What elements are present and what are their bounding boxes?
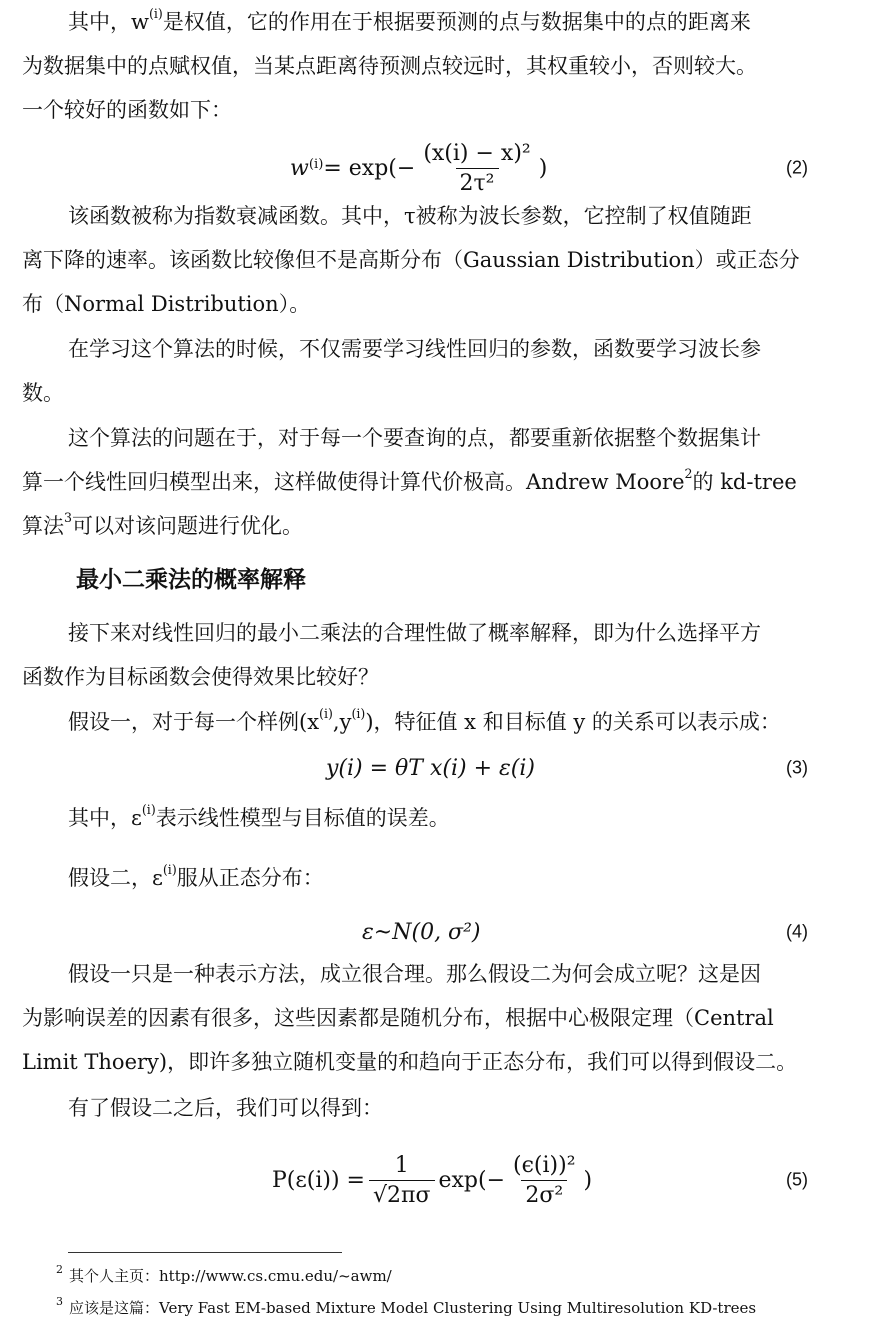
- paragraph-error-term: [22, 796, 822, 840]
- paragraph-derivation-intro: [22, 1086, 822, 1130]
- footnote-mark: 3: [56, 1294, 63, 1308]
- eq5-frac2-numerator: (ϵ(i))²: [513, 1152, 576, 1178]
- para4-line2-a: 算一个线性回归模型出来，这样做使得计算代价极高。Andrew Moore: [22, 470, 685, 494]
- para4-line1: 这个算法的问题在于，对于每一个要查询的点，都要重新依据整个数据集计: [68, 426, 761, 450]
- para6-line1-mid: ,y: [332, 710, 352, 734]
- paragraph-learning-params: [22, 327, 822, 415]
- paragraph-central-limit: [22, 952, 822, 1084]
- eq4-expression: ε~N(0, σ²): [362, 919, 481, 945]
- superscript-i: (i): [162, 862, 177, 878]
- para1-line1-a: 其中，w: [68, 10, 149, 34]
- eq5-fraction-1: [369, 1153, 435, 1208]
- eq5-exp: exp(−: [438, 1167, 506, 1193]
- superscript-i: (i): [148, 6, 163, 22]
- eq2-fraction: [419, 141, 534, 196]
- para1-line1-b: 是权值，它的作用在于根据要预测的点与数据集中的点的距离来: [162, 10, 751, 34]
- para4-line3-a: 算法: [22, 514, 64, 538]
- section-heading: 最小二乘法的概率解释: [76, 567, 306, 593]
- footnote-ref-3: 3: [64, 510, 73, 526]
- para8-line1-a: 假设二，ε: [68, 866, 163, 890]
- para6-line1-a: 假设一，对于每一个样例(x: [68, 710, 320, 734]
- para9-line2: 为影响误差的因素有很多，这些因素都是随机分布，根据中心极限定理（Central: [22, 1006, 774, 1030]
- para8-line1-b: 服从正态分布：: [176, 866, 324, 890]
- equation-number-4: (4): [786, 921, 808, 942]
- eq5-frac1-numerator: 1: [394, 1152, 409, 1178]
- para2-line2: 离下降的速率。该函数比较像但不是高斯分布（Gaussian Distribution）或正态分: [22, 248, 800, 272]
- eq2-lhs: w: [290, 155, 309, 181]
- footnote-2: [56, 1262, 392, 1286]
- equation-5: [0, 1148, 876, 1212]
- para4-line3-b: 可以对该问题进行优化。: [72, 514, 304, 538]
- equation-number-3: (3): [786, 757, 808, 778]
- eq5-lhs: P(ε(i)) =: [272, 1167, 365, 1193]
- footnote-ref-2: 2: [684, 466, 693, 482]
- eq5-fraction-2: [509, 1153, 580, 1208]
- eq3-expression: y(i) = θT x(i) + ε(i): [326, 755, 535, 781]
- para9-line1: 假设一只是一种表示方法，成立很合理。那么假设二为何会成立呢？这是因: [68, 962, 761, 986]
- paragraph-decay-function: [22, 194, 822, 326]
- para10-line1: 有了假设二之后，我们可以得到：: [68, 1096, 383, 1120]
- para5-line1: 接下来对线性回归的最小二乘法的合理性做了概率解释，即为什么选择平方: [68, 621, 761, 645]
- footnote-3: [56, 1294, 757, 1318]
- para3-line1: 在学习这个算法的时候，不仅需要学习线性回归的参数，函数要学习波长参: [68, 337, 761, 361]
- eq2-equals-exp: = exp(−: [323, 155, 416, 181]
- para7-line1-a: 其中，ε: [68, 806, 142, 830]
- paragraph-probabilistic-intro: [22, 611, 822, 699]
- equation-number-2: (2): [786, 157, 808, 178]
- para1-line2: 为数据集中的点赋权值，当某点距离待预测点较远时，其权重较小，否则较大。: [22, 54, 757, 78]
- superscript-i: (i): [141, 802, 156, 818]
- para2-line3: 布（Normal Distribution）。: [22, 292, 311, 316]
- paragraph-assumption-two: [22, 856, 822, 900]
- equation-2: w $^{(i)}$ = exp(− $\frac{\text{(x(i) − x)²}}{\text{2τ²}}$ ) (2): [290, 140, 808, 196]
- footnote-mark: 2: [56, 1262, 63, 1276]
- equation-3: [0, 738, 876, 798]
- para1-line3: 一个较好的函数如下：: [22, 98, 232, 122]
- footnote-text: 其个人主页：http://www.cs.cmu.edu/~awm/: [69, 1267, 392, 1285]
- para9-line3: Limit Thoery)，即许多独立随机变量的和趋向于正态分布，我们可以得到假设二。: [22, 1050, 798, 1074]
- eq2-numerator: (x(i) − x)²: [423, 140, 531, 166]
- para5-line2: 函数作为目标函数会使得效果比较好？: [22, 665, 379, 689]
- equation-number-5: (5): [786, 1169, 808, 1190]
- eq5-frac1-denominator: √2πσ: [369, 1180, 435, 1208]
- superscript-i: (i): [351, 706, 366, 722]
- superscript-i: (i): [319, 706, 333, 722]
- eq2-denominator: 2τ²: [456, 168, 499, 196]
- para6-line1-b: )，特征值 x 和目标值 y 的关系可以表示成：: [365, 710, 781, 734]
- para2-line1: 该函数被称为指数衰减函数。其中，τ被称为波长参数，它控制了权值随距: [68, 204, 752, 228]
- footnote-text: 应该是这篇：Very Fast EM-based Mixture Model Clustering Using Multiresolution KD-trees: [69, 1299, 757, 1317]
- para7-line1-b: 表示线性模型与目标值的误差。: [155, 806, 450, 830]
- eq2-close: ): [538, 155, 548, 181]
- para3-line2: 数。: [22, 381, 64, 405]
- eq5-close: ): [583, 1167, 593, 1193]
- paragraph-algorithm-problem: [22, 416, 822, 548]
- paragraph-weight-intro: [22, 0, 822, 132]
- eq5-frac2-denominator: 2σ²: [521, 1180, 567, 1208]
- footnote-divider: [68, 1252, 342, 1253]
- para4-line2-b: 的 kd-tree: [692, 470, 797, 494]
